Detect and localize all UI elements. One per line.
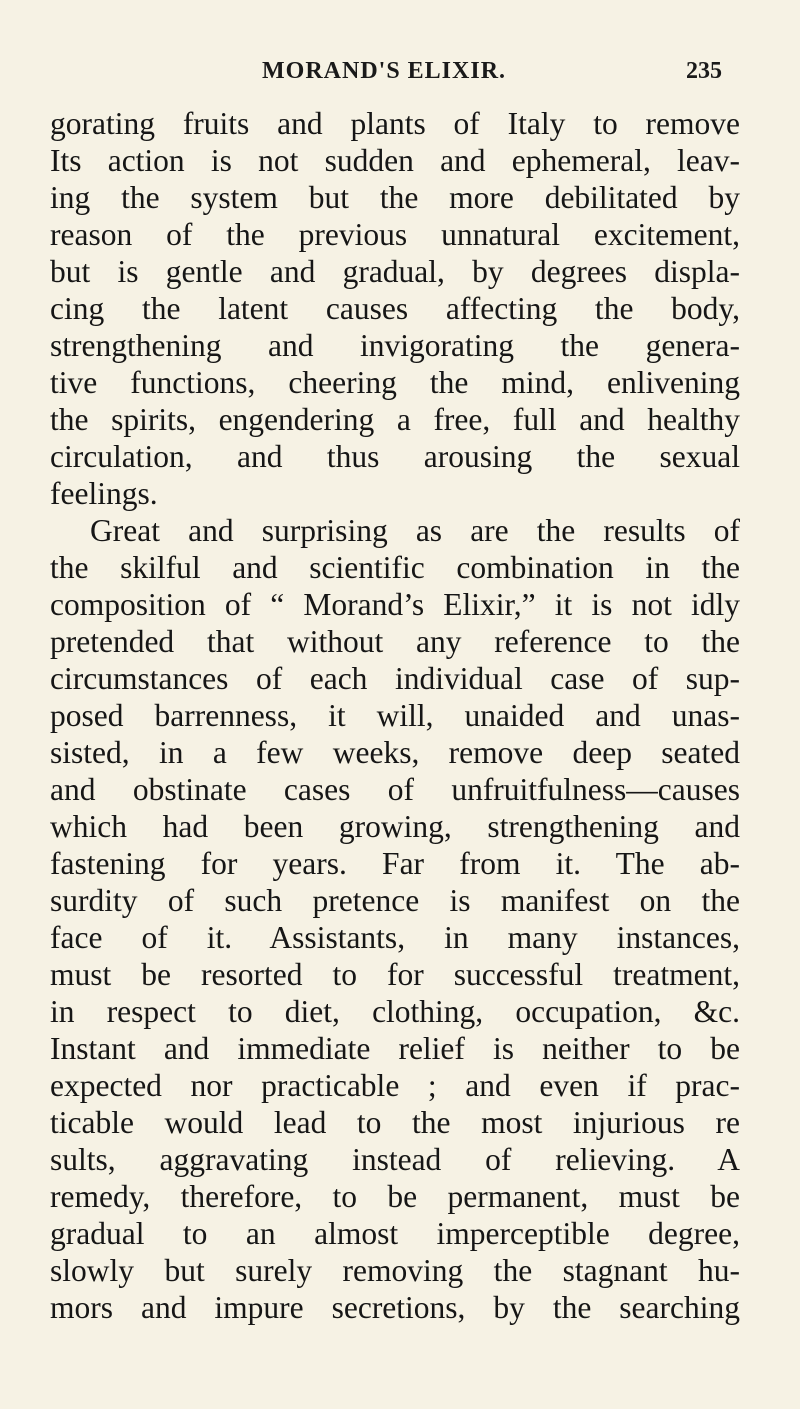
- text-line: feelings.: [50, 476, 158, 511]
- text-line: strengthening and invigorating the genera-: [50, 328, 740, 363]
- text-line: cing the latent causes affecting the body,: [50, 291, 740, 326]
- text-line: Great and surprising as are the results of: [90, 513, 740, 548]
- text-line: sisted, in a few weeks, remove deep seated: [50, 735, 740, 770]
- text-line: gorating fruits and plants of Italy to remove: [50, 106, 740, 141]
- text-line: the spirits, engendering a free, full and healthy: [50, 402, 740, 437]
- text-line: which had been growing, strengthening and: [50, 809, 740, 844]
- text-line: ing the system but the more debilitated by: [50, 180, 740, 215]
- text-line: reason of the previous unnatural excitement,: [50, 217, 740, 252]
- text-line: slowly but surely removing the stagnant hu-: [50, 1253, 740, 1288]
- text-line: fastening for years. Far from it. The ab-: [50, 846, 740, 881]
- text-line: tive functions, cheering the mind, enlivening: [50, 365, 740, 400]
- text-line: mors and impure secretions, by the searching: [50, 1290, 740, 1325]
- text-line: Its action is not sudden and ephemeral, leav-: [50, 143, 740, 178]
- running-title: MORAND'S ELIXIR.: [262, 58, 507, 84]
- text-line: in respect to diet, clothing, occupation, &c.: [50, 994, 740, 1029]
- text-line: remedy, therefore, to be permanent, must be: [50, 1179, 740, 1214]
- paragraph-continued: [50, 105, 740, 512]
- text-line: circulation, and thus arousing the sexual: [50, 439, 740, 474]
- text-line: expected nor practicable ; and even if prac-: [50, 1068, 740, 1103]
- text-line: the skilful and scientific combination in the: [50, 550, 740, 585]
- text-line: posed barrenness, it will, unaided and unas-: [50, 698, 740, 733]
- text-line: surdity of such pretence is manifest on the: [50, 883, 740, 918]
- text-line: face of it. Assistants, in many instances,: [50, 920, 740, 955]
- text-line: gradual to an almost imperceptible degree,: [50, 1216, 740, 1251]
- page-number: 235: [686, 58, 722, 84]
- text-line: but is gentle and gradual, by degrees displa-: [50, 254, 740, 289]
- text-line: must be resorted to for successful treatment,: [50, 957, 740, 992]
- text-line: Instant and immediate relief is neither to be: [50, 1031, 740, 1066]
- paragraph: [50, 512, 740, 1326]
- text-line: sults, aggravating instead of relieving. A: [50, 1142, 740, 1177]
- text-line: pretended that without any reference to the: [50, 624, 740, 659]
- running-head: [0, 58, 800, 98]
- text-line: circumstances of each individual case of sup-: [50, 661, 740, 696]
- text-line: ticable would lead to the most injurious re: [50, 1105, 740, 1140]
- body-text: [50, 105, 740, 1326]
- text-line: and obstinate cases of unfruitfulness—causes: [50, 772, 740, 807]
- text-line: composition of “ Morand’s Elixir,” it is not idly: [50, 587, 740, 622]
